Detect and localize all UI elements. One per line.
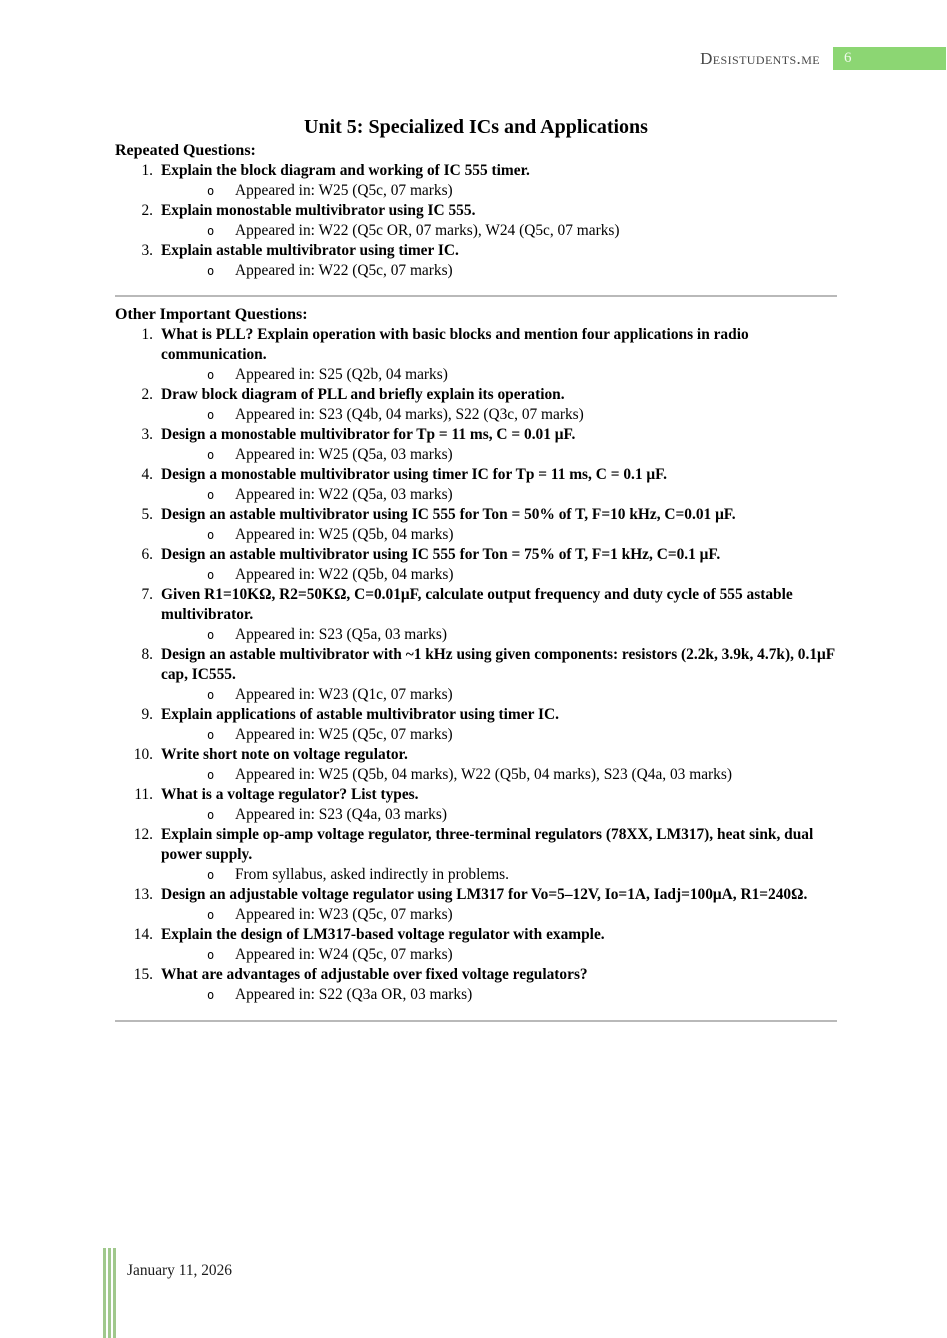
question-item bbox=[115, 465, 837, 505]
question-item bbox=[115, 885, 837, 925]
footer-date: January 11, 2026 bbox=[127, 1262, 233, 1279]
document-body bbox=[115, 114, 837, 1029]
appeared-note: From syllabus, asked indirectly in problems. bbox=[235, 866, 510, 883]
appeared-note: Appeared in: W23 (Q5c, 07 marks) bbox=[235, 906, 453, 923]
question-item bbox=[115, 825, 837, 885]
question-item bbox=[115, 965, 837, 1005]
question-number: 1. bbox=[141, 326, 153, 343]
bullet-circle-icon: o bbox=[207, 868, 215, 882]
appeared-note: Appeared in: W22 (Q5a, 03 marks) bbox=[235, 486, 453, 503]
bullet-circle-icon: o bbox=[207, 628, 215, 642]
question-text: Explain the block diagram and working of IC 555 timer. bbox=[161, 162, 530, 179]
question-text: Design a monostable multivibrator using timer IC for Tp = 11 ms, C = 0.1 μF. bbox=[161, 466, 667, 483]
appeared-note: Appeared in: W25 (Q5a, 03 marks) bbox=[235, 446, 453, 463]
question-number: 14. bbox=[133, 926, 153, 943]
bullet-circle-icon: o bbox=[207, 808, 215, 822]
question-text: Draw block diagram of PLL and briefly explain its operation. bbox=[161, 386, 565, 403]
question-number: 9. bbox=[141, 706, 153, 723]
question-number: 3. bbox=[141, 242, 153, 259]
appeared-note: Appeared in: S25 (Q2b, 04 marks) bbox=[235, 366, 448, 383]
bullet-circle-icon: o bbox=[207, 448, 215, 462]
section-repeated-questions bbox=[115, 140, 837, 281]
bullet-circle-icon: o bbox=[207, 184, 215, 198]
bullet-circle-icon: o bbox=[207, 728, 215, 742]
bullet-circle-icon: o bbox=[207, 368, 215, 382]
question-text: Design an adjustable voltage regulator using LM317 for Vo=5–12V, Io=1A, Iadj=100μA, R1=240Ω. bbox=[161, 886, 808, 903]
question-item bbox=[115, 201, 837, 241]
question-item bbox=[115, 385, 837, 425]
appeared-note: Appeared in: S23 (Q4b, 04 marks), S22 (Q3c, 07 marks) bbox=[235, 406, 584, 423]
question-number: 7. bbox=[141, 586, 153, 603]
question-item bbox=[115, 585, 837, 645]
appeared-note: Appeared in: W25 (Q5c, 07 marks) bbox=[235, 182, 453, 199]
question-item bbox=[115, 545, 837, 585]
section-heading: Repeated Questions: bbox=[115, 142, 256, 159]
page-number: 6 bbox=[844, 50, 852, 66]
question-number: 5. bbox=[141, 506, 153, 523]
question-text: Write short note on voltage regulator. bbox=[161, 746, 408, 763]
question-text: Explain simple op-amp voltage regulator, three-terminal regulators (78XX, LM317), heat sink, dual power supply. bbox=[161, 826, 814, 863]
question-number: 12. bbox=[133, 826, 153, 843]
appeared-note: Appeared in: W25 (Q5b, 04 marks), W22 (Q5b, 04 marks), S23 (Q4a, 03 marks) bbox=[235, 766, 732, 783]
appeared-note: Appeared in: W25 (Q5c, 07 marks) bbox=[235, 726, 453, 743]
question-text: What are advantages of adjustable over fixed voltage regulators? bbox=[161, 966, 588, 983]
question-text: Design an astable multivibrator using IC 555 for Ton = 75% of T, F=1 kHz, C=0.1 μF. bbox=[161, 546, 721, 563]
question-item bbox=[115, 645, 837, 705]
question-text: Design an astable multivibrator using IC 555 for Ton = 50% of T, F=10 kHz, C=0.01 μF. bbox=[161, 506, 736, 523]
question-item bbox=[115, 785, 837, 825]
appeared-note: Appeared in: S23 (Q4a, 03 marks) bbox=[235, 806, 447, 823]
question-number: 2. bbox=[141, 386, 153, 403]
question-text: What is a voltage regulator? List types. bbox=[161, 786, 419, 803]
bullet-circle-icon: o bbox=[207, 688, 215, 702]
appeared-note: Appeared in: W24 (Q5c, 07 marks) bbox=[235, 946, 453, 963]
question-text: Design a monostable multivibrator for Tp = 11 ms, C = 0.01 μF. bbox=[161, 426, 576, 443]
question-item bbox=[115, 425, 837, 465]
question-text: Explain astable multivibrator using timer IC. bbox=[161, 242, 459, 259]
bullet-circle-icon: o bbox=[207, 768, 215, 782]
page-number-badge bbox=[833, 47, 946, 70]
bullet-circle-icon: o bbox=[207, 528, 215, 542]
bullet-circle-icon: o bbox=[207, 988, 215, 1002]
question-number: 15. bbox=[133, 966, 153, 983]
question-number: 11. bbox=[134, 786, 153, 803]
page-header bbox=[0, 47, 947, 70]
question-item bbox=[115, 925, 837, 965]
question-number: 6. bbox=[141, 546, 153, 563]
question-item bbox=[115, 705, 837, 745]
appeared-note: Appeared in: W22 (Q5b, 04 marks) bbox=[235, 566, 454, 583]
question-number: 8. bbox=[141, 646, 153, 663]
bullet-circle-icon: o bbox=[207, 948, 215, 962]
section-heading: Other Important Questions: bbox=[115, 306, 308, 323]
footer-accent-bars bbox=[103, 1248, 116, 1338]
end-divider bbox=[115, 1020, 837, 1022]
question-item bbox=[115, 241, 837, 281]
question-list-repeated bbox=[115, 161, 837, 281]
question-list-other bbox=[115, 325, 837, 1005]
appeared-note: Appeared in: S23 (Q5a, 03 marks) bbox=[235, 626, 447, 643]
question-item bbox=[115, 161, 837, 201]
question-number: 3. bbox=[141, 426, 153, 443]
site-name: Desistudents.me bbox=[700, 49, 820, 68]
question-text: Explain applications of astable multivibrator using timer IC. bbox=[161, 706, 559, 723]
question-number: 13. bbox=[133, 886, 153, 903]
question-text: Given R1=10KΩ, R2=50KΩ, C=0.01μF, calculate output frequency and duty cycle of 555 astable multivibrator. bbox=[161, 586, 793, 623]
appeared-note: Appeared in: W22 (Q5c OR, 07 marks), W24 (Q5c, 07 marks) bbox=[235, 222, 620, 239]
appeared-note: Appeared in: W22 (Q5c, 07 marks) bbox=[235, 262, 453, 279]
bullet-circle-icon: o bbox=[207, 908, 215, 922]
section-divider bbox=[115, 295, 837, 297]
question-item bbox=[115, 325, 837, 385]
question-text: Design an astable multivibrator with ~1 kHz using given components: resistors (2.2k, 3.9k, 4.7k), 0.1μF cap, IC555. bbox=[161, 646, 835, 683]
question-text: What is PLL? Explain operation with basic blocks and mention four applications in radio communication. bbox=[161, 326, 749, 363]
section-other-important-questions bbox=[115, 304, 837, 1005]
bullet-circle-icon: o bbox=[207, 488, 215, 502]
page-title: Unit 5: Specialized ICs and Applications bbox=[304, 116, 648, 138]
question-text: Explain monostable multivibrator using IC 555. bbox=[161, 202, 476, 219]
question-item bbox=[115, 745, 837, 785]
appeared-note: Appeared in: W23 (Q1c, 07 marks) bbox=[235, 686, 453, 703]
question-item bbox=[115, 505, 837, 545]
question-number: 4. bbox=[141, 466, 153, 483]
appeared-note: Appeared in: S22 (Q3a OR, 03 marks) bbox=[235, 986, 473, 1003]
bullet-circle-icon: o bbox=[207, 408, 215, 422]
bullet-circle-icon: o bbox=[207, 264, 215, 278]
question-text: Explain the design of LM317-based voltage regulator with example. bbox=[161, 926, 605, 943]
question-number: 10. bbox=[133, 746, 153, 763]
appeared-note: Appeared in: W25 (Q5b, 04 marks) bbox=[235, 526, 454, 543]
question-number: 2. bbox=[141, 202, 153, 219]
bullet-circle-icon: o bbox=[207, 224, 215, 238]
bullet-circle-icon: o bbox=[207, 568, 215, 582]
question-number: 1. bbox=[141, 162, 153, 179]
